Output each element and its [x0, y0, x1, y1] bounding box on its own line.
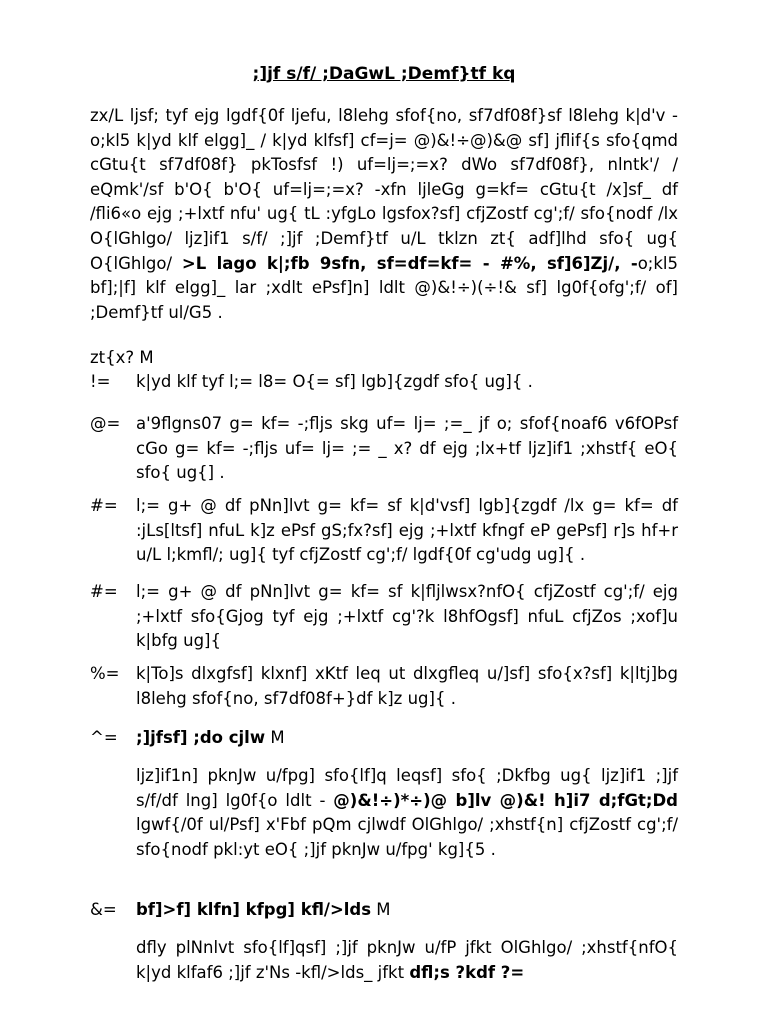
text-bold-amount: dfl;s ?kdf ?=	[409, 962, 525, 982]
condition-number: @=	[90, 414, 121, 433]
condition-number: %=	[90, 664, 120, 683]
section-heading: ;]jfsf] ;do cjlw	[136, 728, 266, 747]
condition-text	[136, 936, 678, 985]
document-title: ;]jf s/f/ ;DaGwL ;Demf}tf kq	[252, 64, 516, 84]
condition-item	[90, 412, 678, 486]
condition-item	[90, 370, 678, 395]
intro-paragraph	[90, 104, 678, 325]
condition-item	[90, 662, 678, 711]
heading-suffix: M	[371, 900, 391, 919]
condition-text: a'9flgns07 g= kf= -;fljs skg uf= lj= ;=_ jf o; sfof{noaf6 v6fOPsf cGo g= kf= -;fljs uf= lj= ;= _ x? df ejg ;lx+tf ljz]if1 ;xhstf{ eO{ sfo{ ug{] .	[136, 414, 678, 483]
condition-number: #=	[90, 496, 118, 515]
conditions-heading: zt{x? M	[90, 348, 154, 367]
condition-text: k|To]s dlxgfsf] klxnf] xKtf leq ut dlxgfleq u/]sf] sfo{x?sf] k|ltj]bg l8lehg sfof{no, sf7df08f+}df k]z ug]{ .	[136, 664, 678, 708]
condition-text	[136, 764, 678, 862]
intro-bold-name: >L lago k|;fb 9sfn, sf=df=kf= - #%, sf]6]Zj/, -	[181, 253, 638, 273]
condition-item-heading	[90, 726, 678, 751]
intro-text: zx/L ljsf; tyf ejg lgdf{0f ljefu, l8lehg sfof{no, sf7df08f}sf l8lehg k|d'v -o;kl5 k|yd klf elgg]_ / k|yd klfsf] cf=j= @)&!÷@)&@ sf] jflif{s sfo{qmd cGtu{t sf7df08f} pkTosfsf !) uf=lj=;=x? dWo sf7df08f}, nlntk'/ / eQmk'/sf b'O{ b'O{ uf=lj=;=x? -xfn ljleGg g=kf= cGtu{t /x]sf_ df /fli6«o ejg ;+lxtf nfu' ug{ tL :yfgLo lgsfox?sf] cfjZostf cg';f/ sfo{nodf /lx O{lGhlgo/ ljz]if1 s/f/ ;]jf ;Demf}tf u/L tklzn zt{ adf]lhd sfo{ ug{ O{lGhlgo/	[90, 106, 678, 273]
text-bold-dates: @)&!÷)*÷)@ b]lv @)&! h]i7 d;fGt;Dd	[333, 790, 678, 810]
intro-text-rest: o;kl5 bf];|f] klf elgg]_ lar ;xdlt ePsf]n] ldlt @)&!÷)(÷!& sf] lg0f{ofg';f/ of] ;Demf}tf ul/G5 .	[90, 253, 678, 322]
condition-text: l;= g+ @ df pNn]lvt g= kf= sf k|d'vsf] lgb]{zgdf /lx g= kf= df :jLs[ltsf] nfuL k]z ePsf gS;fx?sf] ejg ;+lxtf kfngf eP gePsf] r]s hf+r u/L l;kmfl/; ug]{ tyf cfjZostf cg';f/ lgdf{0f cg'udg ug]{ .	[136, 496, 678, 565]
condition-item	[90, 580, 678, 654]
text-part: lgwf{/0f ul/Psf] x'Fbf pQm cjlwdf OlGhlgo/ ;xhstf{n] cfjZostf cg';f/ sfo{nodf pkl:yt eO{ ;]jf pknJw u/fpg' kg]{5 .	[136, 815, 678, 859]
condition-number: !=	[90, 372, 111, 391]
condition-number: &=	[90, 900, 117, 919]
heading-suffix: M	[265, 728, 285, 747]
condition-item-heading	[90, 898, 678, 923]
condition-number: ^=	[90, 728, 118, 747]
section-heading: bf]>f] klfn] kfpg] kfl/>lds	[136, 900, 372, 919]
condition-text: k|yd klf tyf l;= l8= O{= sf] lgb]{zgdf sfo{ ug]{ .	[136, 372, 533, 391]
text-part: ljz]if1n] pknJw u/fpg] sfo{lf]q leqsf] sfo{ ;Dkfbg ug{ ljz]if1 ;]jf s/f/df lng] lg0f{o ldlt -	[136, 766, 678, 810]
text-part: dfly plNnlvt sfo{lf]qsf] ;]jf pknJw u/fP jfkt OlGhlgo/ ;xhstf{nfO{ k|yd klfaf6 ;]jf z'Ns -kfl/>lds_ jfkt	[136, 938, 678, 982]
condition-number: #=	[90, 582, 118, 601]
condition-text: l;= g+ @ df pNn]lvt g= kf= sf k|fljlwsx?nfO{ cfjZostf cg';f/ ejg ;+lxtf sfo{Gjog tyf ejg ;+lxtf cg'?k l8hfOgsf] nfuL cfjZos ;xof]u k|bfg ug]{	[136, 582, 678, 651]
condition-item	[90, 494, 678, 568]
